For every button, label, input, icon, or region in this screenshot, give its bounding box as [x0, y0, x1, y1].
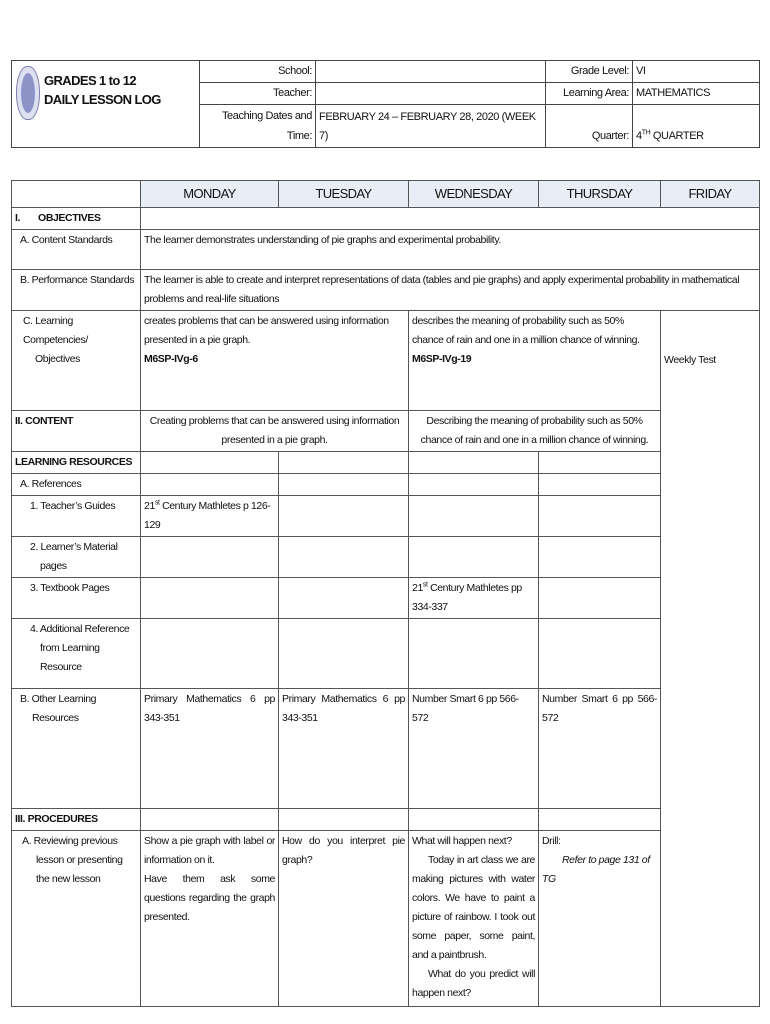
empty-cell	[279, 619, 409, 689]
review-thursday	[539, 831, 661, 1007]
day-tuesday: TUESDAY	[279, 181, 409, 208]
empty-cell	[409, 619, 539, 689]
additional-reference-label: 4. Additional Reference from Learning Resource	[12, 619, 141, 689]
review-wednesday-predict: What do you predict will happen next?	[412, 968, 535, 999]
content-mon-tue: Creating problems that can be answered using information presented in a pie graph.	[141, 411, 409, 452]
empty-cell	[539, 474, 661, 496]
log-title-line1: GRADES 1 to 12	[44, 73, 137, 88]
review-wednesday	[409, 831, 539, 1007]
deped-seal-icon	[16, 66, 40, 120]
lesson-log-table	[11, 180, 760, 1007]
day-thursday: THURSDAY	[539, 181, 661, 208]
competency-mon-tue	[141, 311, 409, 411]
review-thursday-drill: Drill:	[542, 835, 561, 847]
quarter-rest: QUARTER	[650, 130, 704, 142]
grade-level-label: Grade Level:	[546, 61, 633, 83]
empty-cell	[539, 537, 661, 578]
content-standards-label: A. Content Standards	[12, 230, 141, 270]
other-resources-label: B. Other Learning Resources	[12, 689, 141, 809]
textbook-pages-label: 3. Textbook Pages	[12, 578, 141, 619]
tb-num: 21	[412, 582, 423, 594]
review-wednesday-story: Today in art class we are making pictures with water colors. We have to paint a picture of rainbow. I took out some paper, some paint, and a paintbrush.	[412, 854, 535, 961]
content-heading: II. CONTENT	[12, 411, 141, 452]
corner-cell	[12, 181, 141, 208]
empty-cell	[279, 496, 409, 537]
empty-cell	[539, 809, 661, 831]
review-wednesday-question: What will happen next?	[412, 835, 512, 847]
learning-area-label: Learning Area:	[546, 83, 633, 105]
content-wed-thu: Describing the meaning of probability such as 50% chance of rain and one in a million chance of winning.	[409, 411, 661, 452]
teachers-guides-monday	[141, 496, 279, 537]
teaching-dates-label	[200, 105, 316, 148]
performance-standards-label: B. Performance Standards	[12, 270, 141, 311]
quarter-num: 4	[636, 130, 642, 142]
learning-resources-heading: LEARNING RESOURCES	[12, 452, 141, 474]
other-resources-monday: Primary Mathematics 6 pp 343-351	[141, 689, 279, 809]
teaching-dates-value: FEBRUARY 24 – FEBRUARY 28, 2020 (WEEK 7)	[316, 105, 546, 148]
tb-rest: Century Mathletes pp 334-337	[412, 582, 522, 613]
learning-competencies-label	[12, 311, 141, 411]
competency-wed-thu-code: M6SP-IVg-19	[412, 353, 472, 365]
content-standards-text: The learner demonstrates understanding of pie graphs and experimental probability.	[141, 230, 760, 270]
school-value	[316, 61, 546, 83]
empty-cell	[279, 578, 409, 619]
empty-cell	[539, 496, 661, 537]
header-table	[11, 60, 760, 148]
school-label: School:	[200, 61, 316, 83]
objectives-heading	[12, 208, 141, 230]
day-wednesday: WEDNESDAY	[409, 181, 539, 208]
tg-sup: st	[154, 499, 160, 507]
objectives-title: OBJECTIVES	[38, 212, 101, 224]
empty-cell	[279, 474, 409, 496]
review-monday-line2: Have them ask some questions regarding the graph presented.	[144, 873, 275, 923]
tg-rest: Century Mathletes p 126-129	[144, 500, 271, 531]
quarter-label: Quarter:	[546, 105, 633, 148]
empty-cell	[279, 537, 409, 578]
review-monday	[141, 831, 279, 1007]
empty-cell	[141, 537, 279, 578]
teaching-dates-label-line1: Teaching Dates and	[221, 110, 312, 122]
competency-mon-tue-code: M6SP-IVg-6	[144, 353, 198, 365]
empty-cell	[539, 452, 661, 474]
review-tuesday: How do you interpret pie graph?	[279, 831, 409, 1007]
empty-cell	[539, 619, 661, 689]
empty-cell	[409, 474, 539, 496]
grade-level-value: VI	[633, 61, 760, 83]
competency-wed-thu-text: describes the meaning of probability such as 50% chance of rain and one in a million chance of winning.	[412, 315, 640, 346]
empty-cell	[409, 537, 539, 578]
other-resources-tuesday: Primary Mathematics 6 pp 343-351	[279, 689, 409, 809]
review-thursday-ref: Refer to page 131 of TG	[542, 854, 650, 885]
review-monday-line1: Show a pie graph with label or information on it.	[144, 835, 275, 866]
teacher-label: Teacher:	[200, 83, 316, 105]
empty-cell	[409, 496, 539, 537]
competency-mon-tue-text: creates problems that can be answered using information presented in a pie graph.	[144, 315, 389, 346]
objectives-num: I.	[15, 212, 21, 224]
day-friday: FRIDAY	[661, 181, 760, 208]
empty-cell	[141, 578, 279, 619]
teaching-dates-label-line2: Time:	[286, 130, 312, 142]
learning-area-value: MATHEMATICS	[633, 83, 760, 105]
reviewing-lesson-label: A. Reviewing previous lesson or presenting the new lesson	[12, 831, 141, 1007]
other-resources-thursday: Number Smart 6 pp 566-572	[539, 689, 661, 809]
days-header-row	[12, 181, 760, 208]
empty-cell	[279, 452, 409, 474]
competencies-label-line1: C. Learning Competencies/	[23, 315, 88, 346]
empty-cell	[141, 474, 279, 496]
empty-cell	[409, 809, 539, 831]
teachers-guides-label: 1. Teacher’s Guides	[12, 496, 141, 537]
empty-cell	[141, 452, 279, 474]
quarter-value	[633, 105, 760, 148]
tg-num: 21	[144, 500, 155, 512]
quarter-sup: TH	[641, 129, 651, 137]
learners-material-label: 2. Learner’s Material pages	[12, 537, 141, 578]
empty-cell	[141, 619, 279, 689]
empty-cell	[409, 452, 539, 474]
header-logo-cell	[12, 61, 200, 148]
tb-sup: st	[422, 581, 428, 589]
textbook-pages-wednesday	[409, 578, 539, 619]
empty-cell	[539, 578, 661, 619]
empty-cell	[141, 809, 279, 831]
day-monday: MONDAY	[141, 181, 279, 208]
competency-wed-thu	[409, 311, 661, 411]
friday-weekly-test: Weekly Test	[661, 311, 760, 1007]
competencies-label-line2: Objectives	[35, 353, 81, 365]
teacher-value	[316, 83, 546, 105]
objectives-empty	[141, 208, 760, 230]
references-label: A. References	[12, 474, 141, 496]
procedures-heading: III. PROCEDURES	[12, 809, 141, 831]
log-title-line2: DAILY LESSON LOG	[44, 92, 161, 107]
empty-cell	[279, 809, 409, 831]
other-resources-wednesday: Number Smart 6 pp 566-572	[409, 689, 539, 809]
performance-standards-text: The learner is able to create and interpret representations of data (tables and pie graphs) and apply experimental probability in mathematical problems and real-life situations	[141, 270, 760, 311]
